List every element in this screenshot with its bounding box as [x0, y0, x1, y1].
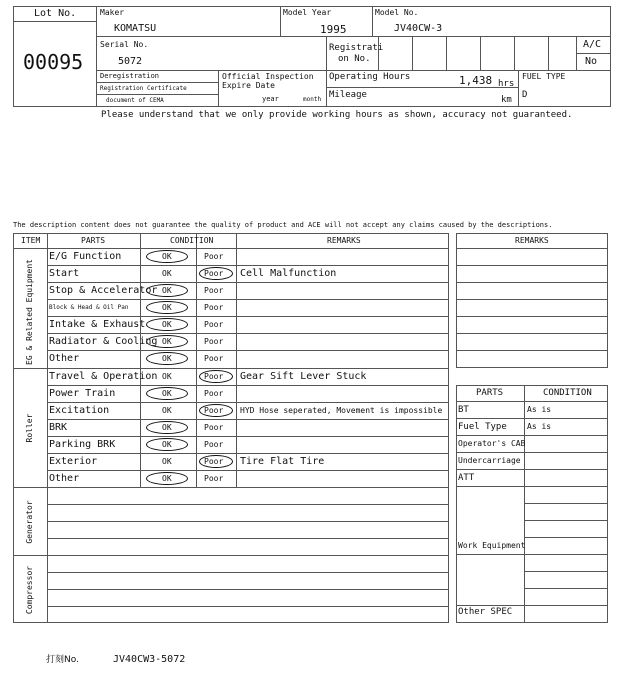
- col-remarks: REMARKS: [327, 236, 361, 245]
- row-remark: Gear Sift Lever Stuck: [240, 371, 367, 382]
- model-year-label: Model Year: [283, 8, 332, 17]
- serial-label: Serial No.: [100, 40, 149, 49]
- km-label: km: [501, 95, 512, 105]
- row-part-label: Other: [49, 473, 80, 484]
- condition-poor: Poor: [204, 320, 224, 329]
- condition-poor: Poor: [204, 372, 224, 381]
- ok-selected-circle: [146, 438, 188, 451]
- other-spec-label: Other SPEC: [458, 607, 513, 617]
- col-parts: PARTS: [81, 236, 106, 245]
- registration-label-2: on No.: [338, 54, 371, 64]
- row-remark: Tire Flat Tire: [240, 456, 325, 467]
- condition-ok: OK: [162, 320, 172, 329]
- accuracy-notice: Please understand that we only provide working hours as shown, accuracy not guaranteed.: [101, 110, 573, 120]
- row-remark: HYD Hose seperated, Movement is impossible: [240, 406, 443, 415]
- poor-selected-circle: [199, 455, 233, 468]
- row-part-label: BRK: [49, 422, 68, 433]
- condition-ok: OK: [162, 406, 172, 415]
- condition-poor: Poor: [204, 423, 224, 432]
- poor-selected-circle: [199, 404, 233, 417]
- group-roller: Roller: [25, 413, 34, 443]
- fuel-type-value: D: [522, 90, 528, 100]
- condition-ok: OK: [162, 269, 172, 278]
- group-generator: Generator: [25, 500, 34, 544]
- condition-ok: OK: [162, 457, 172, 466]
- right-col-condition: CONDITION: [543, 388, 592, 398]
- ok-selected-circle: [146, 352, 188, 365]
- ac-label: A/C: [583, 39, 602, 50]
- registration-label: Registrati: [329, 43, 384, 53]
- condition-ok: OK: [162, 440, 172, 449]
- condition-poor: Poor: [204, 269, 224, 278]
- right-row-part: BT: [458, 405, 469, 415]
- registration-certificate-label: Registration Certificate: [100, 85, 187, 92]
- inspection-label: Official Inspection: [222, 72, 314, 81]
- row-part-label: Start: [49, 268, 80, 279]
- deregistration-label: Deregistration: [100, 72, 160, 80]
- model-year-value: 1995: [320, 23, 347, 36]
- condition-poor: Poor: [204, 252, 224, 261]
- condition-poor: Poor: [204, 337, 224, 346]
- lot-number: 00095: [23, 50, 84, 74]
- row-part-label: Block & Head & Oil Pan: [49, 304, 129, 311]
- condition-ok: OK: [162, 423, 172, 432]
- row-part-label: E/G Function: [49, 251, 122, 262]
- row-part-label: Travel & Operation: [49, 371, 158, 382]
- operating-hours-value: 1,438: [459, 74, 493, 87]
- condition-poor: Poor: [204, 457, 224, 466]
- condition-ok: OK: [162, 389, 172, 398]
- serial-value: 5072: [118, 56, 143, 67]
- lot-label: Lot No.: [34, 8, 77, 19]
- fuel-type-label: FUEL TYPE: [522, 72, 566, 81]
- row-part-label: Exterior: [49, 456, 98, 467]
- col-condition: CONDITION: [170, 236, 214, 245]
- operating-hours-label: Operating Hours: [329, 72, 411, 82]
- month-label: month: [303, 96, 322, 103]
- condition-ok: OK: [162, 303, 172, 312]
- row-part-label: Stop & Accelerator: [49, 285, 158, 296]
- ac-value: No: [585, 56, 598, 67]
- ok-selected-circle: [146, 284, 188, 297]
- condition-poor: Poor: [204, 406, 224, 415]
- condition-poor: Poor: [204, 389, 224, 398]
- group-compressor: Compressor: [25, 565, 34, 615]
- ok-selected-circle: [146, 472, 188, 485]
- condition-ok: OK: [162, 354, 172, 363]
- condition-ok: OK: [162, 474, 172, 483]
- condition-poor: Poor: [204, 354, 224, 363]
- model-no-value: JV40CW-3: [394, 23, 443, 34]
- ok-selected-circle: [146, 387, 188, 400]
- condition-poor: Poor: [204, 440, 224, 449]
- maker-label: Maker: [100, 8, 125, 17]
- right-row-part: Fuel Type: [458, 422, 507, 432]
- ok-selected-circle: [146, 301, 188, 314]
- right-row-condition: As is: [527, 422, 552, 431]
- condition-ok: OK: [162, 252, 172, 261]
- right-row-part: Undercarriage: [458, 456, 521, 465]
- row-remark: Cell Malfunction: [240, 268, 337, 279]
- row-part-label: Power Train: [49, 388, 116, 399]
- row-part-label: Parking BRK: [49, 439, 116, 450]
- row-part-label: Other: [49, 353, 80, 364]
- row-part-label: Intake & Exhaust: [49, 319, 146, 330]
- ok-selected-circle: [146, 421, 188, 434]
- cema-document-label: document of CEMA: [106, 97, 164, 104]
- stamp-label: 打刻No.: [46, 655, 79, 665]
- right-row-part: ATT: [458, 473, 475, 483]
- mileage-label: Mileage: [329, 90, 367, 100]
- year-label: year: [262, 95, 279, 103]
- condition-ok: OK: [162, 337, 172, 346]
- hrs-label: hrs: [498, 79, 515, 89]
- right-col-parts: PARTS: [476, 388, 504, 398]
- group-eg-related-equipment: EG & Related Equipment: [25, 259, 34, 365]
- row-part-label: Radiator & Cooling: [49, 336, 158, 347]
- right-row-part: Operator's CAB: [458, 439, 526, 448]
- model-no-label: Model No.: [375, 8, 419, 17]
- col-item: ITEM: [21, 236, 41, 245]
- right-row-condition: As is: [527, 405, 552, 414]
- work-equipment-label: Work Equipment: [458, 541, 526, 550]
- poor-selected-circle: [199, 267, 233, 280]
- condition-poor: Poor: [204, 286, 224, 295]
- right-col-remarks: REMARKS: [515, 236, 549, 245]
- condition-poor: Poor: [204, 303, 224, 312]
- condition-poor: Poor: [204, 474, 224, 483]
- condition-ok: OK: [162, 286, 172, 295]
- stamp-value: JV40CW3-5072: [113, 654, 186, 665]
- inspection-label-2: Expire Date: [222, 81, 275, 90]
- ok-selected-circle: [146, 250, 188, 263]
- disclaimer: The description content does not guarantee the quality of product and ACE will not accept any claims caused by the descriptions.: [13, 221, 553, 229]
- maker-value: KOMATSU: [114, 23, 157, 34]
- ok-selected-circle: [146, 318, 188, 331]
- poor-selected-circle: [199, 370, 233, 383]
- condition-ok: OK: [162, 372, 172, 381]
- row-part-label: Excitation: [49, 405, 110, 416]
- ok-selected-circle: [146, 335, 188, 348]
